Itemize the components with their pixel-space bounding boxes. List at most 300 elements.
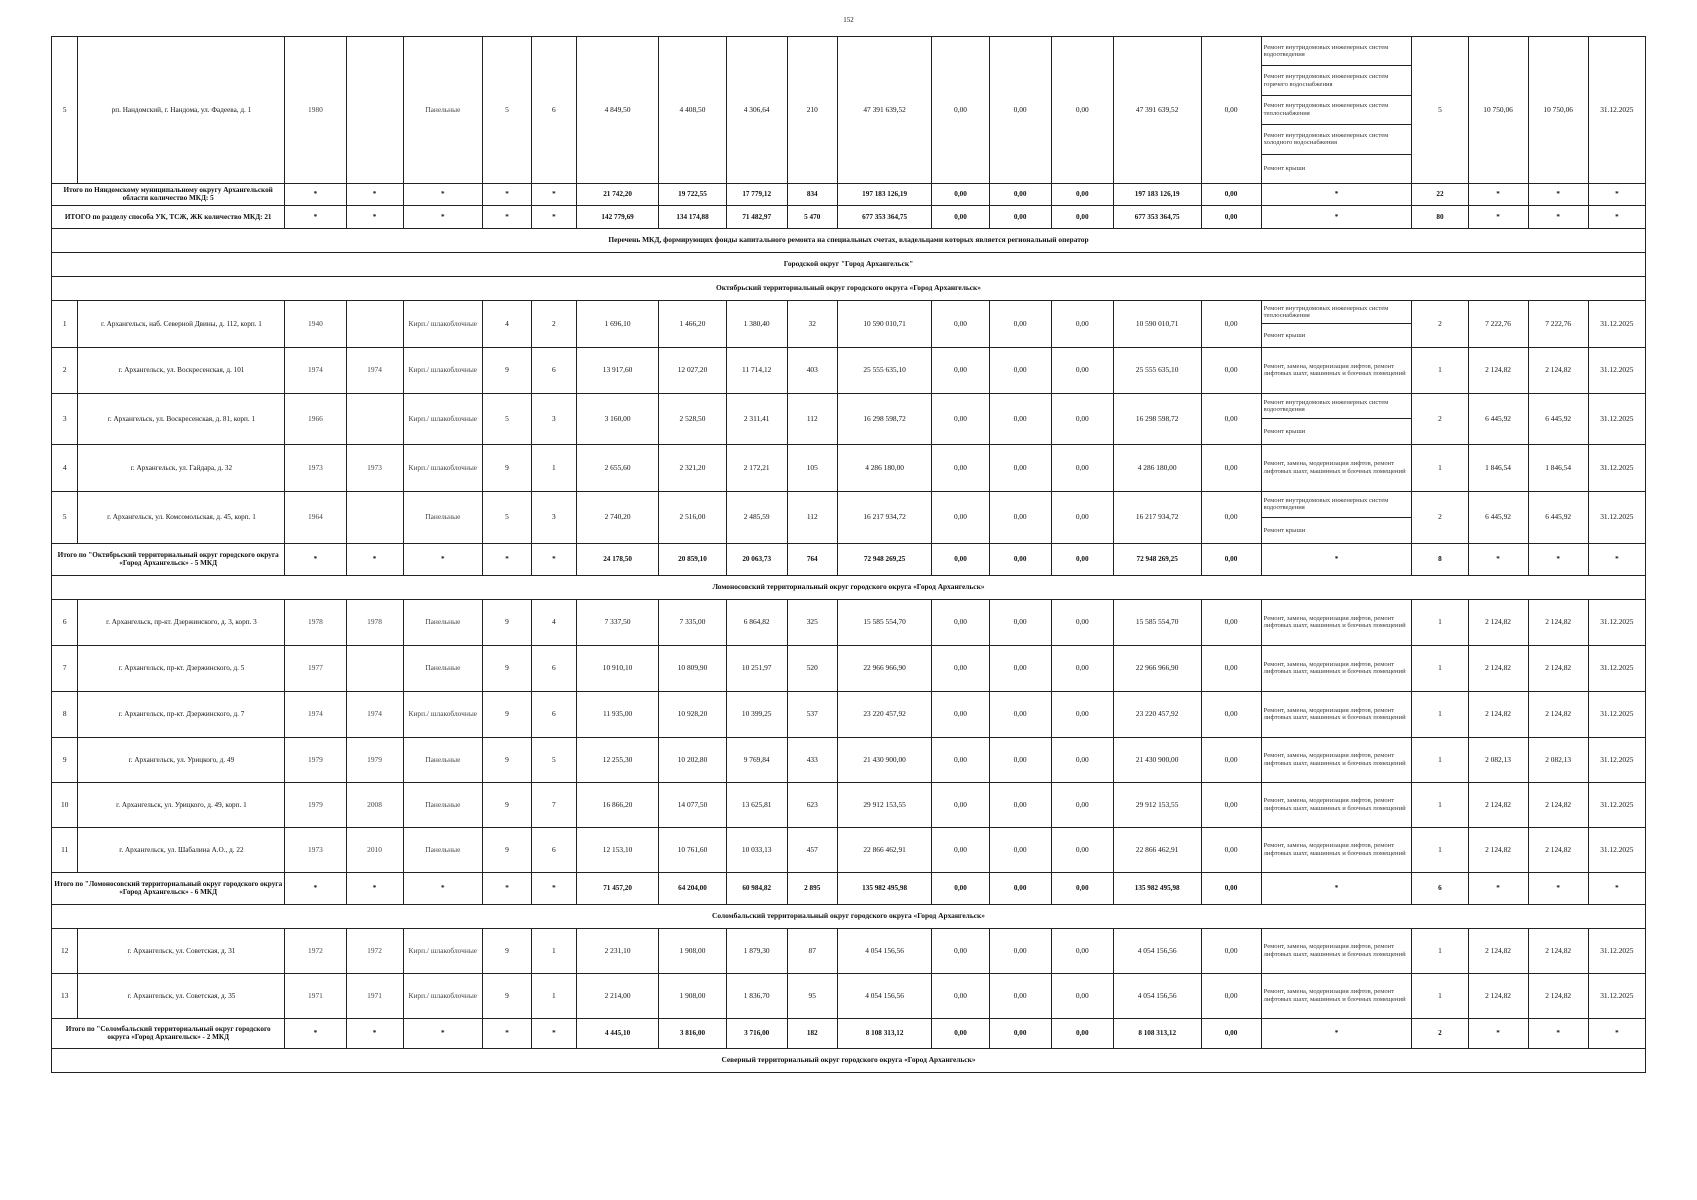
row-number: 4: [52, 444, 78, 491]
residential-area: 10 033,13: [726, 827, 787, 872]
floors: 9: [483, 645, 532, 691]
repair-cost: 29 912 153,55: [837, 782, 932, 827]
total-own: 72 948 269,25: [1113, 543, 1201, 575]
repair-cost: 10 590 010,71: [837, 300, 932, 347]
empty-marker-cell: *: [1588, 205, 1645, 228]
repair-cost: 4 286 180,00: [837, 444, 932, 491]
commission-year: 1979: [346, 737, 403, 782]
max-unit-cost: 10 750,06: [1528, 37, 1588, 184]
total-f3: 0,00: [1051, 543, 1113, 575]
total-f2: 0,00: [989, 205, 1051, 228]
max-unit-cost: 2 124,82: [1528, 928, 1588, 973]
fund-local: 0,00: [1051, 737, 1113, 782]
premises-area: 10 761,60: [659, 827, 726, 872]
other-funds: 0,00: [1201, 691, 1261, 737]
total-f2: 0,00: [989, 1018, 1051, 1048]
total-people: 834: [787, 183, 837, 205]
build-year: 1979: [285, 782, 346, 827]
total-f1: 0,00: [932, 183, 989, 205]
other-funds: 0,00: [1201, 782, 1261, 827]
floors: 9: [483, 928, 532, 973]
total-label: Итого по "Ломоносовский территориальный округ городского округа «Город Архангельск» - 6 МКД: [52, 872, 285, 904]
work-type: Ремонт, замена, модернизация лифтов, ремонт лифтовых шахт, машинных и блочных помещений: [1261, 827, 1412, 872]
table-row: [52, 737, 1646, 782]
row-number: 12: [52, 928, 78, 973]
work-type: Ремонт, замена, модернизация лифтов, ремонт лифтовых шахт, машинных и блочных помещений: [1261, 444, 1412, 491]
total-own: 135 982 495,98: [1113, 872, 1201, 904]
residents: 32: [787, 300, 837, 347]
total-work-count: 2: [1412, 1018, 1468, 1048]
residents: 210: [787, 37, 837, 184]
empty-marker-cell: *: [1528, 1018, 1588, 1048]
floors: 5: [483, 491, 532, 543]
fund-local: 0,00: [1051, 782, 1113, 827]
max-unit-cost: 2 124,82: [1528, 599, 1588, 645]
owners-funds: 47 391 639,52: [1113, 37, 1201, 184]
residential-area: 4 306,64: [726, 37, 787, 184]
row-number: 9: [52, 737, 78, 782]
row-number: 10: [52, 782, 78, 827]
address-cell: г. Архангельск, пр-кт. Дзержинского, д. 7: [78, 691, 285, 737]
other-funds: 0,00: [1201, 37, 1261, 184]
work-type: Ремонт крыши: [1261, 419, 1412, 445]
max-unit-cost: 7 222,76: [1528, 300, 1588, 347]
total-area: 2 655,60: [576, 444, 659, 491]
wall-material: Панельные: [403, 827, 482, 872]
empty-marker-cell: *: [346, 205, 403, 228]
total-row: [52, 183, 1646, 205]
unit-cost: 2 124,82: [1468, 782, 1528, 827]
residential-area: 13 625,81: [726, 782, 787, 827]
table-row: [52, 37, 1646, 66]
total-area: 12 255,30: [576, 737, 659, 782]
max-unit-cost: 2 124,82: [1528, 973, 1588, 1018]
empty-marker-cell: *: [483, 872, 532, 904]
fund-local: 0,00: [1051, 393, 1113, 444]
row-number: 8: [52, 691, 78, 737]
completion-date: 31.12.2025: [1588, 491, 1645, 543]
residential-area: 2 172,21: [726, 444, 787, 491]
repair-cost: 22 966 966,90: [837, 645, 932, 691]
commission-year: [346, 491, 403, 543]
section-title: Северный территориальный округ городского округа «Город Архангельск»: [52, 1048, 1646, 1072]
section-header-row: [52, 228, 1646, 252]
total-area: 3 160,00: [576, 393, 659, 444]
work-type: Ремонт крыши: [1261, 517, 1412, 543]
residential-area: 1 836,70: [726, 973, 787, 1018]
work-type: Ремонт, замена, модернизация лифтов, ремонт лифтовых шахт, машинных и блочных помещений: [1261, 691, 1412, 737]
total-f4: 0,00: [1201, 205, 1261, 228]
total-f4: 0,00: [1201, 183, 1261, 205]
address-cell: г. Архангельск, наб. Северной Двины, д. 112, корп. 1: [78, 300, 285, 347]
repair-cost: 16 217 934,72: [837, 491, 932, 543]
fund-fz: 0,00: [932, 347, 989, 393]
work-type: Ремонт внутридомовых инженерных систем водоотведения: [1261, 393, 1412, 419]
max-unit-cost: 6 445,92: [1528, 393, 1588, 444]
fund-fz: 0,00: [932, 737, 989, 782]
fund-region: 0,00: [989, 973, 1051, 1018]
work-type: Ремонт, замена, модернизация лифтов, ремонт лифтовых шахт, машинных и блочных помещений: [1261, 347, 1412, 393]
unit-cost: 7 222,76: [1468, 300, 1528, 347]
wall-material: Кирп./ шлакоблочные: [403, 928, 482, 973]
completion-date: 31.12.2025: [1588, 347, 1645, 393]
fund-fz: 0,00: [932, 300, 989, 347]
max-unit-cost: 2 082,13: [1528, 737, 1588, 782]
empty-marker-cell: *: [531, 205, 576, 228]
total-area: 10 910,10: [576, 645, 659, 691]
other-funds: 0,00: [1201, 347, 1261, 393]
repair-cost: 47 391 639,52: [837, 37, 932, 184]
build-year: 1973: [285, 444, 346, 491]
total-area: 2 740,20: [576, 491, 659, 543]
section-title: Октябрьский территориальный округ городского округа «Город Архангельск»: [52, 276, 1646, 300]
total-row: [52, 205, 1646, 228]
max-unit-cost: 2 124,82: [1528, 691, 1588, 737]
build-year: 1940: [285, 300, 346, 347]
fund-fz: 0,00: [932, 928, 989, 973]
other-funds: 0,00: [1201, 393, 1261, 444]
empty-marker-cell: *: [483, 1018, 532, 1048]
fund-fz: 0,00: [932, 599, 989, 645]
residential-area: 10 399,25: [726, 691, 787, 737]
address-cell: г. Архангельск, пр-кт. Дзержинского, д. 5: [78, 645, 285, 691]
floors: 9: [483, 737, 532, 782]
total-people: 182: [787, 1018, 837, 1048]
empty-marker-cell: *: [483, 543, 532, 575]
repair-cost: 15 585 554,70: [837, 599, 932, 645]
entrances: 1: [531, 973, 576, 1018]
empty-marker-cell: *: [346, 872, 403, 904]
unit-cost: 2 124,82: [1468, 599, 1528, 645]
residents: 95: [787, 973, 837, 1018]
fund-local: 0,00: [1051, 599, 1113, 645]
address-cell: г. Архангельск, ул. Советская, д. 31: [78, 928, 285, 973]
premises-area: 1 466,20: [659, 300, 726, 347]
total-people: 2 895: [787, 872, 837, 904]
fund-region: 0,00: [989, 737, 1051, 782]
fund-region: 0,00: [989, 928, 1051, 973]
completion-date: 31.12.2025: [1588, 691, 1645, 737]
address-cell: г. Архангельск, ул. Урицкого, д. 49, корп. 1: [78, 782, 285, 827]
build-year: 1966: [285, 393, 346, 444]
work-type: Ремонт, замена, модернизация лифтов, ремонт лифтовых шахт, машинных и блочных помещений: [1261, 973, 1412, 1018]
address-cell: г. Архангельск, пр-кт. Дзержинского, д. 3, корп. 3: [78, 599, 285, 645]
total-area: 12 153,10: [576, 827, 659, 872]
other-funds: 0,00: [1201, 444, 1261, 491]
wall-material: Кирп./ шлакоблочные: [403, 973, 482, 1018]
work-type: Ремонт внутридомовых инженерных систем теплоснабжения: [1261, 95, 1412, 124]
address-cell: г. Архангельск, ул. Воскресенская, д. 81, корп. 1: [78, 393, 285, 444]
owners-funds: 16 217 934,72: [1113, 491, 1201, 543]
total-s3: 17 779,12: [726, 183, 787, 205]
residential-area: 2 311,41: [726, 393, 787, 444]
fund-region: 0,00: [989, 491, 1051, 543]
row-number: 5: [52, 37, 78, 184]
empty-marker-cell: *: [403, 1018, 482, 1048]
unit-cost: 6 445,92: [1468, 491, 1528, 543]
empty-marker-cell: *: [403, 205, 482, 228]
fund-local: 0,00: [1051, 928, 1113, 973]
total-s2: 19 722,55: [659, 183, 726, 205]
total-f3: 0,00: [1051, 205, 1113, 228]
total-own: 677 353 364,75: [1113, 205, 1201, 228]
build-year: 1964: [285, 491, 346, 543]
empty-marker-cell: *: [1468, 205, 1528, 228]
owners-funds: 4 054 156,56: [1113, 973, 1201, 1018]
wall-material: Кирп./ шлакоблочные: [403, 444, 482, 491]
fund-fz: 0,00: [932, 491, 989, 543]
build-year: 1977: [285, 645, 346, 691]
unit-cost: 2 082,13: [1468, 737, 1528, 782]
total-work-count: 22: [1412, 183, 1468, 205]
residents: 457: [787, 827, 837, 872]
total-f2: 0,00: [989, 543, 1051, 575]
empty-marker-cell: *: [1528, 543, 1588, 575]
section-header-row: [52, 252, 1646, 276]
work-type: Ремонт крыши: [1261, 154, 1412, 183]
empty-marker-cell: *: [1261, 205, 1412, 228]
work-count: 1: [1412, 782, 1468, 827]
empty-marker-cell: *: [285, 543, 346, 575]
build-year: 1974: [285, 691, 346, 737]
empty-marker-cell: *: [1468, 183, 1528, 205]
floors: 9: [483, 691, 532, 737]
unit-cost: 1 846,54: [1468, 444, 1528, 491]
repair-cost: 4 054 156,56: [837, 973, 932, 1018]
empty-marker-cell: *: [285, 872, 346, 904]
other-funds: 0,00: [1201, 599, 1261, 645]
build-year: 1980: [285, 37, 346, 184]
entrances: 2: [531, 300, 576, 347]
residents: 403: [787, 347, 837, 393]
work-count: 1: [1412, 691, 1468, 737]
total-label: Итого по Няндомскому муниципальному округу Архангельской области количество МКД: 5: [52, 183, 285, 205]
fund-fz: 0,00: [932, 827, 989, 872]
address-cell: г. Архангельск, ул. Урицкого, д. 49: [78, 737, 285, 782]
fund-fz: 0,00: [932, 973, 989, 1018]
fund-fz: 0,00: [932, 393, 989, 444]
work-count: 1: [1412, 599, 1468, 645]
residents: 112: [787, 491, 837, 543]
fund-local: 0,00: [1051, 691, 1113, 737]
total-row: [52, 543, 1646, 575]
row-number: 5: [52, 491, 78, 543]
section-title: Соломбальский территориальный округ городского округа «Город Архангельск»: [52, 904, 1646, 928]
page-number: 152: [843, 16, 854, 24]
other-funds: 0,00: [1201, 300, 1261, 347]
empty-marker-cell: *: [403, 543, 482, 575]
floors: 9: [483, 347, 532, 393]
work-type: Ремонт, замена, модернизация лифтов, ремонт лифтовых шахт, машинных и блочных помещений: [1261, 645, 1412, 691]
residential-area: 1 380,40: [726, 300, 787, 347]
total-s1: 21 742,20: [576, 183, 659, 205]
total-own: 197 183 126,19: [1113, 183, 1201, 205]
entrances: 6: [531, 645, 576, 691]
empty-marker-cell: *: [285, 205, 346, 228]
floors: 4: [483, 300, 532, 347]
unit-cost: 6 445,92: [1468, 393, 1528, 444]
build-year: 1972: [285, 928, 346, 973]
work-count: 1: [1412, 737, 1468, 782]
total-people: 5 470: [787, 205, 837, 228]
row-number: 13: [52, 973, 78, 1018]
premises-area: 1 908,00: [659, 973, 726, 1018]
row-number: 11: [52, 827, 78, 872]
total-area: 11 935,00: [576, 691, 659, 737]
fund-fz: 0,00: [932, 37, 989, 184]
floors: 9: [483, 827, 532, 872]
owners-funds: 4 054 156,56: [1113, 928, 1201, 973]
max-unit-cost: 2 124,82: [1528, 827, 1588, 872]
residents: 87: [787, 928, 837, 973]
total-s2: 64 204,00: [659, 872, 726, 904]
commission-year: 1972: [346, 928, 403, 973]
empty-marker-cell: *: [403, 872, 482, 904]
work-count: 1: [1412, 645, 1468, 691]
wall-material: Панельные: [403, 737, 482, 782]
fund-local: 0,00: [1051, 491, 1113, 543]
wall-material: Панельные: [403, 782, 482, 827]
commission-year: 1973: [346, 444, 403, 491]
work-count: 1: [1412, 347, 1468, 393]
unit-cost: 2 124,82: [1468, 645, 1528, 691]
work-count: 1: [1412, 827, 1468, 872]
fund-region: 0,00: [989, 300, 1051, 347]
repair-cost: 25 555 635,10: [837, 347, 932, 393]
work-type: Ремонт внутридомовых инженерных систем теплоснабжения: [1261, 300, 1412, 324]
section-title: Перечень МКД, формирующих фонды капитального ремонта на специальных счетах, владельцами которых является региональный оператор: [52, 228, 1646, 252]
entrances: 6: [531, 347, 576, 393]
entrances: 6: [531, 827, 576, 872]
premises-area: 10 809,90: [659, 645, 726, 691]
commission-year: 2008: [346, 782, 403, 827]
total-s3: 20 063,73: [726, 543, 787, 575]
repair-cost: 16 298 598,72: [837, 393, 932, 444]
fund-fz: 0,00: [932, 782, 989, 827]
total-area: 13 917,60: [576, 347, 659, 393]
empty-marker-cell: *: [531, 183, 576, 205]
residents: 433: [787, 737, 837, 782]
total-area: 16 866,20: [576, 782, 659, 827]
total-work-count: 6: [1412, 872, 1468, 904]
table-row: [52, 347, 1646, 393]
max-unit-cost: 2 124,82: [1528, 782, 1588, 827]
total-s2: 134 174,88: [659, 205, 726, 228]
total-s1: 142 779,69: [576, 205, 659, 228]
residents: 520: [787, 645, 837, 691]
total-f3: 0,00: [1051, 183, 1113, 205]
completion-date: 31.12.2025: [1588, 782, 1645, 827]
premises-area: 2 321,20: [659, 444, 726, 491]
build-year: 1971: [285, 973, 346, 1018]
address-cell: г. Архангельск, ул. Комсомольская, д. 45, корп. 1: [78, 491, 285, 543]
capital-repair-table: [51, 36, 1646, 1073]
work-type: Ремонт крыши: [1261, 324, 1412, 348]
owners-funds: 25 555 635,10: [1113, 347, 1201, 393]
residents: 623: [787, 782, 837, 827]
floors: 9: [483, 973, 532, 1018]
total-area: 4 849,50: [576, 37, 659, 184]
total-area: 1 696,10: [576, 300, 659, 347]
total-cost: 197 183 126,19: [837, 183, 932, 205]
other-funds: 0,00: [1201, 645, 1261, 691]
build-year: 1979: [285, 737, 346, 782]
work-type: Ремонт внутридомовых инженерных систем водоотведения: [1261, 37, 1412, 66]
fund-region: 0,00: [989, 347, 1051, 393]
total-s3: 71 482,97: [726, 205, 787, 228]
total-cost: 677 353 364,75: [837, 205, 932, 228]
total-s1: 24 178,50: [576, 543, 659, 575]
floors: 9: [483, 444, 532, 491]
table-row: [52, 827, 1646, 872]
premises-area: 7 335,00: [659, 599, 726, 645]
fund-local: 0,00: [1051, 37, 1113, 184]
total-f1: 0,00: [932, 1018, 989, 1048]
completion-date: 31.12.2025: [1588, 300, 1645, 347]
total-f1: 0,00: [932, 872, 989, 904]
wall-material: Панельные: [403, 599, 482, 645]
total-label: Итого по "Соломбальский территориальный округ городского округа «Город Архангельск» - 2 МКД: [52, 1018, 285, 1048]
fund-local: 0,00: [1051, 300, 1113, 347]
max-unit-cost: 2 124,82: [1528, 347, 1588, 393]
row-number: 7: [52, 645, 78, 691]
total-s3: 60 984,82: [726, 872, 787, 904]
unit-cost: 10 750,06: [1468, 37, 1528, 184]
total-area: 2 231,10: [576, 928, 659, 973]
table-row: [52, 928, 1646, 973]
commission-year: 1974: [346, 691, 403, 737]
completion-date: 31.12.2025: [1588, 393, 1645, 444]
work-type: Ремонт, замена, модернизация лифтов, ремонт лифтовых шахт, машинных и блочных помещений: [1261, 737, 1412, 782]
fund-region: 0,00: [989, 37, 1051, 184]
completion-date: 31.12.2025: [1588, 737, 1645, 782]
empty-marker-cell: *: [531, 543, 576, 575]
completion-date: 31.12.2025: [1588, 645, 1645, 691]
completion-date: 31.12.2025: [1588, 599, 1645, 645]
address-cell: г. Архангельск, ул. Шабалина А.О., д. 22: [78, 827, 285, 872]
owners-funds: 21 430 900,00: [1113, 737, 1201, 782]
fund-region: 0,00: [989, 782, 1051, 827]
row-number: 2: [52, 347, 78, 393]
empty-marker-cell: *: [483, 183, 532, 205]
table-row: [52, 599, 1646, 645]
fund-local: 0,00: [1051, 645, 1113, 691]
table-row: [52, 491, 1646, 517]
address-cell: г. Архангельск, ул. Советская, д. 35: [78, 973, 285, 1018]
work-type: Ремонт, замена, модернизация лифтов, ремонт лифтовых шахт, машинных и блочных помещений: [1261, 599, 1412, 645]
fund-local: 0,00: [1051, 444, 1113, 491]
empty-marker-cell: *: [483, 205, 532, 228]
entrances: 6: [531, 37, 576, 184]
completion-date: 31.12.2025: [1588, 973, 1645, 1018]
fund-fz: 0,00: [932, 691, 989, 737]
empty-marker-cell: *: [1468, 543, 1528, 575]
premises-area: 10 202,80: [659, 737, 726, 782]
total-people: 764: [787, 543, 837, 575]
build-year: 1973: [285, 827, 346, 872]
section-header-row: [52, 1048, 1646, 1072]
total-f3: 0,00: [1051, 1018, 1113, 1048]
entrances: 4: [531, 599, 576, 645]
work-count: 2: [1412, 491, 1468, 543]
other-funds: 0,00: [1201, 973, 1261, 1018]
build-year: 1978: [285, 599, 346, 645]
commission-year: [346, 393, 403, 444]
section-header-row: [52, 575, 1646, 599]
residential-area: 1 879,30: [726, 928, 787, 973]
floors: 5: [483, 37, 532, 184]
empty-marker-cell: *: [1468, 872, 1528, 904]
